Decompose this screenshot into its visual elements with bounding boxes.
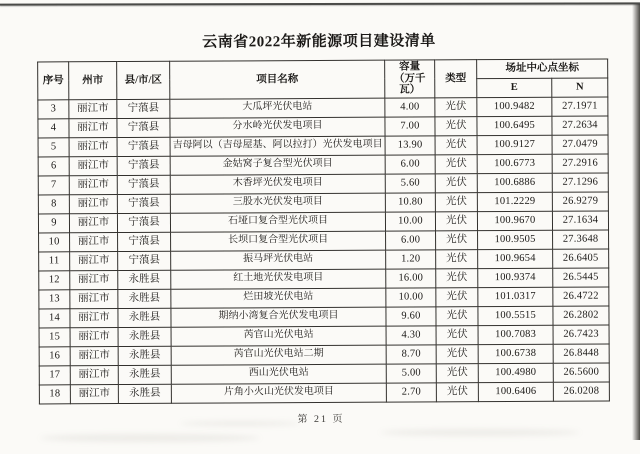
cell-city: 丽江市	[70, 251, 118, 270]
header-type: 类型	[435, 60, 477, 98]
cell-capacity: 5.60	[385, 174, 435, 193]
cell-county: 宁蒗县	[117, 194, 170, 213]
cell-index: 4	[38, 118, 69, 137]
cell-type: 光伏	[435, 154, 477, 173]
cell-city: 丽江市	[69, 213, 117, 232]
cell-coordinate-n: 27.0479	[552, 135, 608, 154]
header-project-name: 项目名称	[170, 60, 385, 99]
cell-city: 丽江市	[70, 365, 118, 384]
cell-county: 宁蒗县	[117, 118, 170, 137]
header-city: 州市	[69, 62, 117, 100]
cell-coordinate-e: 100.6773	[477, 154, 552, 173]
cell-city: 丽江市	[70, 346, 118, 365]
cell-coordinate-n: 26.9279	[552, 192, 608, 211]
cell-capacity: 2.70	[386, 383, 436, 402]
cell-coordinate-e: 100.9482	[477, 97, 552, 116]
cell-coordinate-n: 27.3648	[553, 230, 609, 249]
cell-type: 光伏	[436, 306, 478, 325]
cell-project-name: 西山光伏电站	[171, 364, 386, 384]
cell-coordinate-n: 26.6405	[553, 249, 609, 268]
cell-coordinate-e: 100.9654	[478, 249, 553, 268]
cell-county: 永胜县	[118, 308, 171, 327]
cell-city: 丽江市	[70, 308, 118, 327]
cell-project-name: 吉母阿以（吉母屋基、阿以拉打）光伏发电项目	[170, 136, 385, 156]
cell-coordinate-e: 100.4980	[478, 363, 553, 382]
cell-coordinate-n: 26.0208	[553, 382, 609, 401]
cell-type: 光伏	[435, 192, 477, 211]
header-capacity	[385, 60, 435, 98]
cell-project-name: 芮官山光伏电站	[171, 326, 386, 346]
cell-coordinate-n: 26.5600	[553, 363, 609, 382]
cell-county: 永胜县	[118, 270, 171, 289]
cell-capacity: 4.00	[385, 98, 435, 117]
cell-county: 永胜县	[118, 289, 171, 308]
cell-county: 宁蒗县	[117, 213, 170, 232]
cell-coordinate-n: 26.5445	[553, 268, 609, 287]
cell-coordinate-n: 26.7423	[553, 325, 609, 344]
cell-coordinate-n: 27.2916	[552, 154, 608, 173]
cell-county: 宁蒗县	[117, 137, 170, 156]
cell-county: 宁蒗县	[118, 232, 171, 251]
cell-index: 17	[39, 365, 70, 384]
cell-capacity: 16.00	[386, 269, 436, 288]
cell-capacity: 4.30	[386, 326, 436, 345]
cell-county: 永胜县	[118, 365, 171, 384]
cell-city: 丽江市	[69, 175, 117, 194]
cell-type: 光伏	[435, 173, 477, 192]
cell-city: 丽江市	[70, 232, 118, 251]
cell-index: 9	[38, 213, 69, 232]
cell-coordinate-n: 27.1634	[552, 211, 608, 230]
cell-city: 丽江市	[70, 270, 118, 289]
cell-index: 8	[38, 194, 69, 213]
cell-coordinate-e: 100.9127	[477, 135, 552, 154]
cell-index: 12	[39, 270, 70, 289]
cell-city: 丽江市	[69, 99, 117, 118]
cell-project-name: 金姑窝子复合型光伏项目	[170, 155, 385, 175]
cell-capacity: 10.00	[386, 288, 436, 307]
cell-capacity: 9.60	[386, 307, 436, 326]
cell-index: 16	[39, 346, 70, 365]
cell-county: 宁蒗县	[117, 175, 170, 194]
cell-project-name: 长坝口复合型光伏项目	[171, 231, 386, 251]
cell-index: 14	[39, 308, 70, 327]
cell-project-name: 片角小火山光伏发电项目	[171, 383, 386, 403]
cell-coordinate-e: 100.5515	[478, 306, 553, 325]
cell-coordinate-n: 26.2802	[553, 306, 609, 325]
cell-capacity: 7.00	[385, 117, 435, 136]
cell-type: 光伏	[436, 268, 478, 287]
cell-coordinate-n: 26.4722	[553, 287, 609, 306]
cell-index: 5	[38, 137, 69, 156]
cell-project-name: 分水岭光伏发电项目	[170, 117, 385, 137]
project-list-table	[37, 58, 610, 404]
cell-city: 丽江市	[69, 156, 117, 175]
cell-project-name: 期纳小湾复合光伏发电项目	[171, 307, 386, 327]
cell-county: 永胜县	[118, 327, 171, 346]
cell-coordinate-e: 100.9505	[478, 230, 553, 249]
cell-coordinate-n: 26.8448	[553, 344, 609, 363]
cell-project-name: 红土地光伏发电项目	[171, 269, 386, 289]
cell-capacity: 6.00	[386, 231, 436, 250]
cell-coordinate-n: 27.2634	[552, 116, 608, 135]
cell-index: 3	[38, 99, 69, 118]
cell-type: 光伏	[435, 97, 477, 116]
cell-type: 光伏	[435, 211, 477, 230]
cell-type: 光伏	[436, 230, 478, 249]
header-coordinate-e: E	[477, 78, 552, 97]
cell-coordinate-e: 101.2229	[477, 192, 552, 211]
cell-coordinate-n: 27.1971	[552, 97, 608, 116]
cell-index: 6	[38, 156, 69, 175]
header-coordinate-n: N	[552, 78, 608, 97]
cell-project-name: 振马坪光伏电站	[171, 250, 386, 270]
cell-coordinate-e: 100.9374	[478, 268, 553, 287]
cell-project-name: 烂田坡光伏电站	[171, 288, 386, 308]
cell-coordinate-e: 100.7083	[478, 325, 553, 344]
cell-county: 永胜县	[118, 346, 171, 365]
cell-index: 10	[39, 232, 70, 251]
table-header	[38, 59, 608, 100]
cell-type: 光伏	[436, 382, 478, 401]
header-index: 序号	[38, 62, 69, 100]
cell-type: 光伏	[436, 325, 478, 344]
cell-capacity: 10.00	[385, 212, 435, 231]
cell-coordinate-e: 100.9670	[477, 211, 552, 230]
table-body	[38, 97, 610, 404]
cell-city: 丽江市	[70, 384, 118, 403]
cell-type: 光伏	[436, 344, 478, 363]
cell-project-name: 芮官山光伏电站二期	[171, 345, 386, 365]
cell-coordinate-e: 101.0317	[478, 287, 553, 306]
cell-index: 13	[39, 289, 70, 308]
cell-capacity: 10.80	[385, 193, 435, 212]
cell-city: 丽江市	[70, 289, 118, 308]
cell-type: 光伏	[435, 116, 477, 135]
cell-coordinate-n: 27.1296	[552, 173, 608, 192]
cell-county: 永胜县	[118, 384, 171, 403]
cell-index: 7	[38, 175, 69, 194]
header-capacity-line1: 容量	[399, 61, 421, 73]
cell-county: 宁蒗县	[117, 99, 170, 118]
cell-city: 丽江市	[69, 137, 117, 156]
cell-type: 光伏	[436, 287, 478, 306]
cell-city: 丽江市	[69, 118, 117, 137]
cell-project-name: 石垭口复合型光伏项目	[170, 212, 385, 232]
cell-city: 丽江市	[70, 327, 118, 346]
cell-index: 15	[39, 327, 70, 346]
cell-index: 11	[39, 251, 70, 270]
cell-type: 光伏	[436, 249, 478, 268]
cell-project-name: 大瓜坪光伏电站	[170, 98, 385, 118]
cell-type: 光伏	[436, 363, 478, 382]
cell-capacity: 1.20	[386, 250, 436, 269]
document-title: 云南省2022年新能源项目建设清单	[202, 33, 436, 51]
cell-project-name: 木香坪光伏发电项目	[170, 174, 385, 194]
cell-county: 宁蒗县	[118, 251, 171, 270]
cell-project-name: 三股水光伏发电项目	[170, 193, 385, 213]
header-capacity-line2: （万千瓦）	[393, 72, 426, 96]
header-coordinates-group: 场址中心点坐标	[477, 59, 608, 78]
cell-coordinate-e: 100.6495	[477, 116, 552, 135]
page-number: 第 21 页	[297, 413, 345, 426]
table-row	[39, 382, 609, 404]
cell-city: 丽江市	[69, 194, 117, 213]
cell-capacity: 8.70	[386, 345, 436, 364]
cell-county: 宁蒗县	[117, 156, 170, 175]
cell-capacity: 13.90	[385, 136, 435, 155]
cell-type: 光伏	[435, 135, 477, 154]
cell-coordinate-e: 100.6738	[478, 344, 553, 363]
cell-coordinate-e: 100.6886	[477, 173, 552, 192]
cell-capacity: 6.00	[385, 155, 435, 174]
header-county: 县/市/区	[117, 61, 170, 99]
cell-capacity: 5.00	[386, 364, 436, 383]
cell-coordinate-e: 100.6406	[478, 382, 553, 401]
cell-index: 18	[39, 384, 70, 403]
